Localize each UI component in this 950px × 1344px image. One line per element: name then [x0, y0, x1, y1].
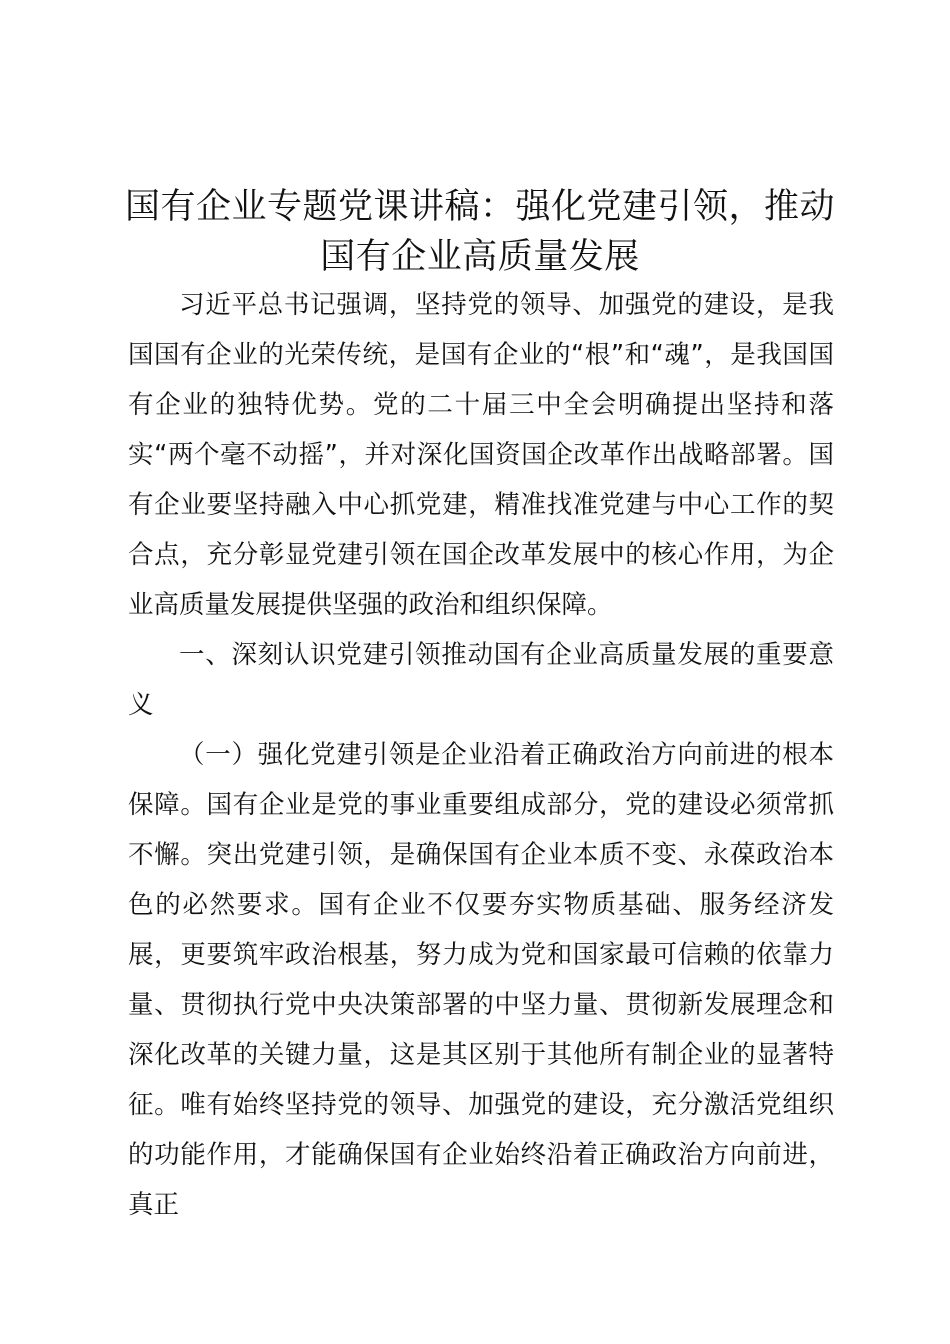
subsection-paragraph: （一）强化党建引领是企业沿着正确政治方向前进的根本保障。国有企业是党的事业重要组成部分，党的建设必须常抓不懈。突出党建引领，是确保国有企业本质不变、永葆政治本色的必然要求。国有企业不仅要夯实物质基础、服务经济发展，更要筑牢政治根基，努力成为党和国家最可信赖的依靠力量、贯彻执行党中央决策部署的中坚力量、贯彻新发展理念和深化改革的关键力量，这是其区别于其他所有制企业的显著特征。唯有始终坚持党的领导、加强党的建设，充分激活党组织的功能作用，才能确保国有企业始终沿着正确政治方向前进，真正 — [128, 740, 834, 1220]
document-title: 国有企业专题党课讲稿：强化党建引领，推动国有企业高质量发展 — [124, 187, 835, 277]
section-heading: 一、深刻认识党建引领推动国有企业高质量发展的重要意义 — [128, 640, 834, 720]
intro-paragraph: 习近平总书记强调，坚持党的领导、加强党的建设，是我国国有企业的光荣传统，是国有企业的“根”和“魂”，是我国国有企业的独特优势。党的二十届三中全会明确提出坚持和落实“两个毫不动摇”，并对深化国资国企改革作出战略部署。国有企业要坚持融入中心抓党建，精准找准党建与中心工作的契合点，充分彰显党建引领在国企改革发展中的核心作用，为企业高质量发展提供坚强的政治和组织保障。 — [128, 290, 834, 620]
document-body — [128, 280, 834, 1230]
